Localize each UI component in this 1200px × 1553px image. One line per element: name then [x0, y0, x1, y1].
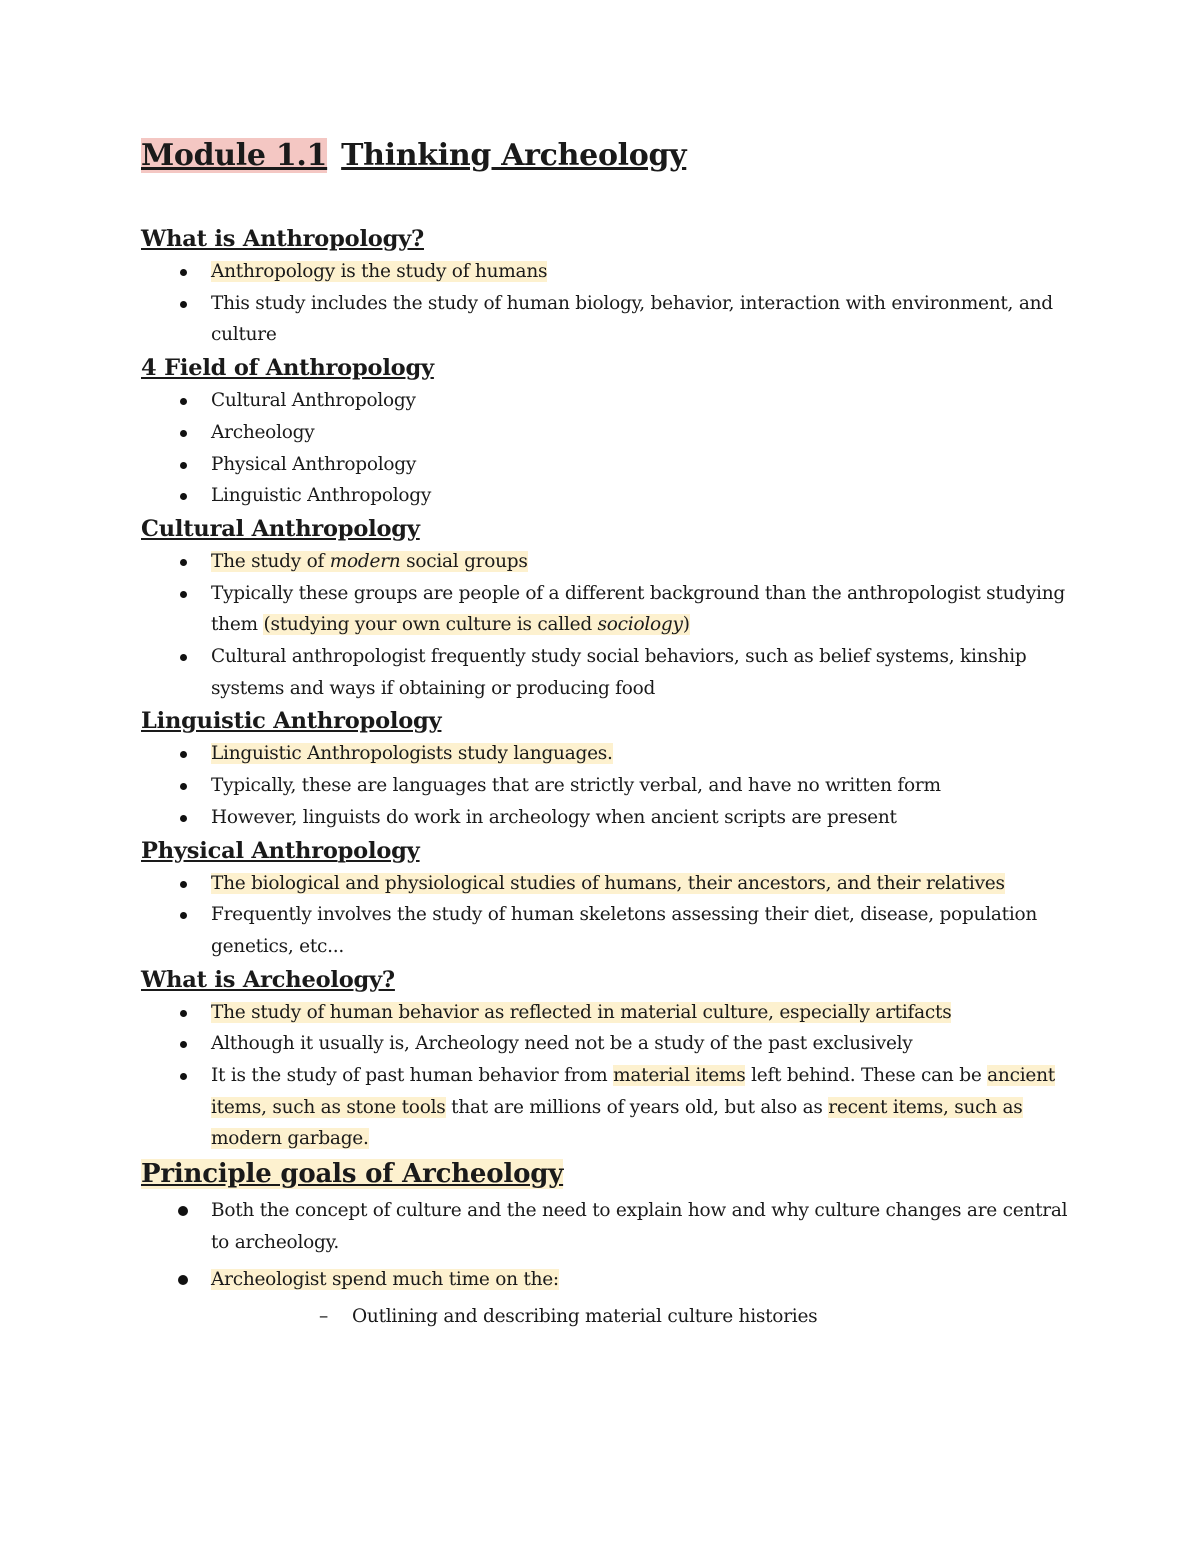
text-segment: that are millions of years old, but also as	[445, 1096, 829, 1118]
sub-list-item	[141, 1301, 1071, 1333]
list-item: This study includes the study of human biology, behavior, interaction with environment, and culture	[141, 288, 1071, 351]
list-item: Both the concept of culture and the need to explain how and why culture changes are central to archeology.	[141, 1195, 1071, 1259]
list-item	[141, 738, 1071, 770]
document-body	[141, 222, 1071, 1333]
heading-principle-goals	[141, 1155, 1071, 1195]
title-topic: Thinking Archeology	[341, 138, 687, 173]
highlighted-text: Archeologist spend much time on the:	[211, 1269, 559, 1291]
heading-four-fields: 4 Field of Anthropology	[141, 355, 434, 382]
list-goals	[141, 1195, 1071, 1296]
text-segment: The study of	[211, 550, 330, 572]
list-item: Although it usually is, Archeology need not be a study of the past exclusively	[141, 1028, 1071, 1060]
list-archeology	[141, 997, 1071, 1156]
document-title	[141, 138, 686, 173]
sub-item-text: Outlining and describing material culture histories	[352, 1306, 818, 1328]
list-four-fields	[141, 385, 1071, 512]
list-item	[141, 868, 1071, 900]
heading-physical-anthropology: Physical Anthropology	[141, 837, 420, 864]
list-item	[141, 546, 1071, 578]
highlighted-text: The biological and physiological studies of humans, their ancestors, and their relatives	[211, 872, 1005, 894]
text-segment: Typically these groups are people of a different background than the anthropologist studying them	[211, 582, 1065, 636]
list-item: Cultural Anthropology	[141, 385, 1071, 417]
list-item	[141, 1060, 1071, 1155]
emphasis-text: modern	[329, 550, 401, 572]
highlighted-text: ancient items, such as stone tools	[211, 1065, 1055, 1118]
list-item: Linguistic Anthropology	[141, 480, 1071, 512]
list-cultural	[141, 546, 1071, 705]
text-segment: left behind. These can be	[745, 1065, 988, 1087]
list-physical	[141, 868, 1071, 963]
list-linguistic	[141, 738, 1071, 833]
highlighted-text	[263, 614, 689, 635]
text-segment: (studying your own culture is called	[263, 614, 598, 636]
heading-linguistic-anthropology: Linguistic Anthropology	[141, 708, 442, 735]
heading-what-is-anthropology: What is Anthropology?	[141, 226, 424, 252]
highlighted-text: Anthropology is the study of humans	[211, 261, 548, 282]
title-module-number: Module 1.1	[141, 138, 328, 173]
list-item: Frequently involves the study of human skeletons assessing their diet, disease, population genetics, etc...	[141, 899, 1071, 962]
list-item: Archeology	[141, 417, 1071, 449]
highlighted-text	[211, 551, 528, 572]
heading-what-is-archeology: What is Archeology?	[141, 966, 395, 993]
dash-bullet: –	[319, 1306, 328, 1328]
list-item	[141, 256, 1071, 288]
heading-cultural-anthropology: Cultural Anthropology	[141, 515, 420, 542]
list-item	[141, 1264, 1071, 1296]
list-item: Physical Anthropology	[141, 449, 1071, 481]
list-item: However, linguists do work in archeology when ancient scripts are present	[141, 802, 1071, 834]
highlighted-text: The study of human behavior as reflected in material culture, especially artifacts	[211, 1001, 952, 1023]
list-item: Cultural anthropologist frequently study social behaviors, such as belief systems, kinship systems and ways if obtaining or producing food	[141, 641, 1071, 704]
highlighted-text: Linguistic Anthropologists study languages.	[211, 743, 613, 765]
text-segment: It is the study of past human behavior from	[211, 1065, 614, 1087]
list-item	[141, 578, 1071, 641]
list-item: Typically, these are languages that are strictly verbal, and have no written form	[141, 770, 1071, 802]
list-item	[141, 997, 1071, 1029]
highlighted-text: material items	[613, 1065, 746, 1087]
highlighted-text: recent items, such as modern garbage.	[211, 1096, 1023, 1150]
text-segment: )	[682, 614, 690, 636]
highlighted-text: Principle goals of Archeology	[141, 1159, 564, 1190]
emphasis-text: sociology	[597, 614, 683, 636]
list-anthropology	[141, 256, 1071, 351]
text-segment: social groups	[400, 550, 528, 572]
